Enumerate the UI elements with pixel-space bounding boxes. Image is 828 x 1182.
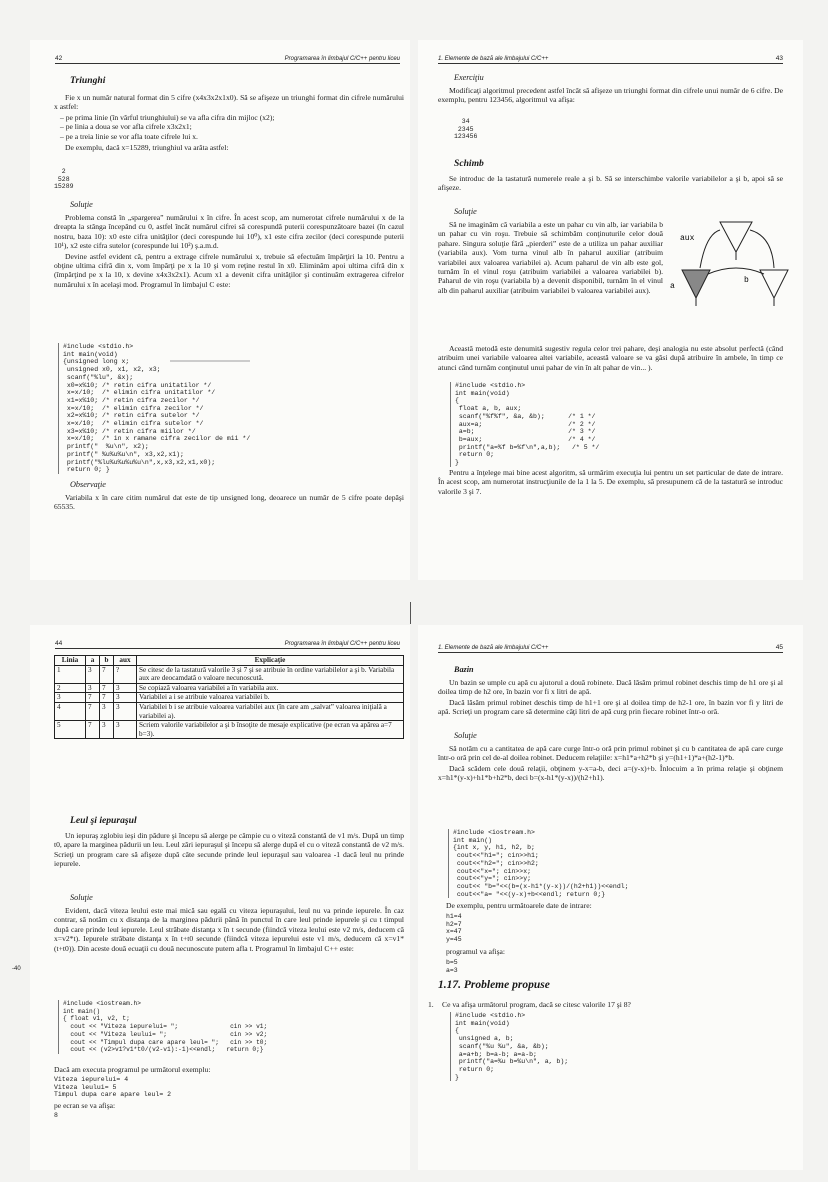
solution-title: Soluţie bbox=[454, 731, 477, 740]
screen-paragraph: pe ecran se va afişa: bbox=[54, 1101, 116, 1110]
page-divider bbox=[410, 602, 411, 624]
code-listing: #include <stdio.h> int main(void) { float a, b, aux; scanf("%f%f", &a, &b); /* 1 */ aux=a; /* 2 */ a=b; /* 3 */ b=aux; /* 4 */ printf("a=%f b=%f\n",a,b); /* 5 */ return 0; } bbox=[450, 382, 599, 467]
question-number: 1. bbox=[428, 1000, 434, 1009]
section-title: Schimb bbox=[454, 158, 484, 169]
running-title: Programarea în limbajul C/C++ pentru liceu bbox=[284, 641, 400, 647]
arrow-b-to-a bbox=[708, 268, 764, 274]
table-cell: 3 bbox=[86, 683, 100, 693]
table-cell: 7 bbox=[86, 721, 100, 739]
example-line-2 bbox=[446, 947, 776, 957]
solution-paragraph: Evident, dacă viteza leului este mai mică sau egală cu viteza iepuraşului, leul nu va prinde iepurele. În caz contrar, să notăm cu x distanţa de la marginea pădurii până în punctul în care leul prinde iepurele şi cu t timpul după care prinde leul iepurele. Leul străbate distanţa x în t secunde (fiindcă viteza leului este v2 m/s, deducem că x=v2*t). Iepurele străbate distanţa x în t+t0 secunde (fiindcă viteza iepurelui este v1 m/s, deducem că x=v1*(t+t0)). Din aceste două ecuaţii cu două necunoscute putem afla t. Programul în limbajul C++ este: bbox=[54, 906, 404, 953]
example-input: h1=4 h2=7 x=47 y=45 bbox=[446, 913, 462, 944]
page-header bbox=[55, 52, 400, 64]
example-line: De exemplu, dacă x=15289, triunghiul va arăta astfel: bbox=[65, 143, 229, 153]
example-output: 2 528 15289 bbox=[54, 168, 74, 191]
section-title: Bazin bbox=[454, 665, 474, 674]
table-cell: ? bbox=[114, 665, 137, 683]
glass-b-icon bbox=[760, 270, 788, 298]
code-listing: #include <iostream.h> int main() {int x, y, h1, h2, b; cout<<"h1="; cin>>h1; cout<<"h2="; cin>>h2; cout<<"x="; cin>>x; cout<<"y="; cin>>y; cout<< "b="<<(b=(x-h1*(y-x))/(h2+h1))<<endl; cout<<"a= "<<(y-x)+b<<endl; return 0;} bbox=[448, 829, 629, 898]
intro-text bbox=[438, 678, 783, 718]
observation-text bbox=[54, 493, 404, 513]
running-title: Programarea în limbajul C/C++ pentru liceu bbox=[284, 56, 400, 62]
intro-paragraph: Dacă lăsăm primul robinet deschis timp de h1+1 ore şi al doilea timp de h2-1 ore, în bazin vor fi y litri de apă. Scrieţi un program care să determine câţi litri de apă curg prin fiecare robinet într-o oră. bbox=[438, 697, 783, 717]
solution-title: Soluţie bbox=[454, 207, 477, 216]
intro-paragraph: Un bazin se umple cu apă cu ajutorul a două robinete. Dacă lăsăm primul robinet deschis timp de h1 ore şi al doilea timp de h2 ore, în bazin vor fi x litri de apă. bbox=[438, 678, 783, 697]
screen-line bbox=[54, 1101, 404, 1111]
col-header-line: Linia bbox=[55, 656, 86, 666]
solution-paragraph: Dacă scădem cele două relaţii, obţinem y-x=a-b, deci a=(y-x)+b. Înlocuim a în prima relaţie şi obţinem x=h1*(y-x)+h1*b+h2*b, deci b=(x-h1*(y-x))/(h2+h1). bbox=[438, 763, 783, 783]
example-output: b=5 a=3 bbox=[446, 959, 458, 974]
page-number: 45 bbox=[775, 644, 783, 651]
solution-paragraph: Să ne imaginăm că variabila a este un pahar cu vin alb, iar variabila b un pahar cu vin roşu. Trebuie să schimbăm conţinuturile celor două pahare. Singura soluţie fără „pierderi” este de a utiliza un pahar auxiliar (variabila aux). Vom turna vinul alb în paharul auxiliar (atribuim variabilei aux valoarea variabilei a). Acum paharul de vin alb este gol, turnăm în el vinul roşu (atribuim variabilei a valoarea variabilei b). Paharul de vin roşu (variabila b) a devenit disponibil, turnăm în el vinul alb din paharul auxiliar (atribuim variabilei b valoarea variabilei aux). bbox=[438, 220, 663, 295]
scan-smudge bbox=[170, 360, 250, 362]
margin-note: -40 bbox=[12, 966, 21, 972]
arrow-aux-to-b bbox=[750, 230, 774, 268]
exercise-paragraph: Modificaţi algoritmul precedent astfel încât să afişeze un triunghi format din cifrele unui număr de 6 cifre. De exemplu, pentru 123456, algoritmul va afişa: bbox=[438, 86, 783, 105]
table-cell: Se citesc de la tastatură valorile 3 şi 7 şi se atribuie în ordine variabilelor a şi b. Variabila aux are deocamdată o valoare necunoscută. bbox=[137, 665, 404, 683]
section-title: Triunghi bbox=[70, 75, 106, 86]
question-body: Ce va afişa următorul program, dacă se citesc valorile 17 şi 8? bbox=[442, 1000, 631, 1009]
solution-paragraph: Această metodă este denumită sugestiv regula celor trei pahare, deşi analogia nu este absolut perfectă (când atribuim unei variabile valoarea altei variabile, această valoare se va găsi după atribuire în ambele, în timp ce atunci când turnăm conţinutul unui pahar de vin în alt pahar de vin... ). bbox=[438, 344, 783, 372]
table-row bbox=[55, 693, 404, 703]
bullet-item: – pe linia a doua se vor afla cifrele x3x2x1; bbox=[68, 122, 404, 131]
table-row bbox=[55, 702, 404, 720]
page-43 bbox=[418, 40, 803, 580]
question-code: #include <stdio.h> int main(void) { unsigned a, b; scanf("%u %u", &a, &b); a=a+b; b=a-b; a=a-b; printf("a=%u b=%u\n", a, b); return 0; } bbox=[450, 1012, 568, 1081]
table-row bbox=[55, 721, 404, 739]
bullet-item: – pe a treia linie se vor afla toate cifrele lui x. bbox=[68, 132, 404, 141]
arrow-a-to-aux bbox=[700, 230, 720, 268]
table-row bbox=[55, 665, 404, 683]
table-row bbox=[55, 683, 404, 693]
code-listing: #include <iostream.h> int main() { float v1, v2, t; cout << "Viteza iepurelui= "; cin >> v1; cout << "Viteza leului= "; cin >> v2; cout << "Timpul dupa care apare leul= "; cin >> t0; cout << (v2>v1?v1*t0/(v2-v1):-1)<<endl; return 0;} bbox=[58, 1000, 267, 1054]
table-cell: 3 bbox=[86, 665, 100, 683]
intro-text bbox=[54, 831, 404, 870]
table-cell: 1 bbox=[55, 665, 86, 683]
table-cell: 3 bbox=[114, 683, 137, 693]
table-header-row bbox=[55, 656, 404, 666]
question-1 bbox=[428, 1000, 788, 1010]
exec-line bbox=[54, 1065, 404, 1075]
solution-title: Soluţie bbox=[70, 893, 93, 902]
observation-title: Observaţie bbox=[70, 480, 106, 489]
exec-output: Viteza iepurelui= 4 Viteza leului= 5 Timpul dupa care apare leul= 2 bbox=[54, 1076, 172, 1099]
table-cell: 7 bbox=[86, 702, 100, 720]
bullet-item: – pe prima linie (în vârful triunghiului) se va afla cifra din mijloc (x2); bbox=[68, 113, 404, 122]
exercise-text bbox=[438, 86, 783, 106]
solution-text bbox=[54, 906, 404, 954]
table-cell: 3 bbox=[114, 693, 137, 703]
running-title: 1. Elemente de bază ale limbajului C/C++ bbox=[438, 645, 549, 651]
solution-title: Soluţie bbox=[70, 200, 93, 209]
table-cell: 2 bbox=[55, 683, 86, 693]
after-code-paragraph: Pentru a înţelege mai bine acest algoritm, să urmărim execuţia lui pentru un set particular de date de intrare. În acest scop, am numerotat instrucţiunile de la 1 la 5. De exemplu, să presupunem că de la tastatură se introduc valorile 3 şi 7. bbox=[438, 468, 783, 496]
table-cell: 7 bbox=[100, 693, 114, 703]
page-header bbox=[438, 52, 783, 64]
table-cell: 3 bbox=[55, 693, 86, 703]
diagram-label-b: b bbox=[744, 276, 749, 285]
table-cell: 3 bbox=[114, 702, 137, 720]
col-header-a: a bbox=[86, 656, 100, 666]
exercise-title: Exerciţiu bbox=[454, 73, 484, 82]
table-cell: 5 bbox=[55, 721, 86, 739]
page-number: 43 bbox=[775, 55, 783, 62]
solution-paragraph: Problema constă în „spargerea” numărului x în cifre. În acest scop, am numerotat cifrele numărului x de la dreapta la stânga începând cu 0, astfel încât numărul cifrei să corespundă puterii corespunzătoare bazei (în cazul nostru, baza 10): x0 este cifra unităţilor (deci corespunde lui 10⁰), x1 este cifra zecilor (deci corespunde puterii 10¹), x2 este cifra sutelor (corespunde lui 10²) ş.a.m.d. bbox=[54, 213, 404, 251]
solution-text bbox=[54, 213, 404, 290]
code-listing: #include <stdio.h> int main(void) {unsigned long x; unsigned x0, x1, x2, x3; scanf("%lu", &x); x0=x%10; /* retin cifra unitatilor */ x=x/10; /* elimin cifra unitatilor */ x1=x%10; /* retin cifra zecilor */ x=x/10; /* elimin cifra zecilor */ x2=x%10; /* retin cifra sutelor */ x=x/10; /* elimin cifra sutelor */ x3=x%10; /* retin cifra miilor */ x=x/10; /* in x ramane cifra zecilor de mii */ printf(" %u\n", x2); printf(" %u%u%u\n", x3,x2,x1); printf("%lu%u%u%u%u\n",x,x3,x2,x1,x0); return 0; } bbox=[58, 343, 250, 474]
table-cell: Se copiază valoarea variabilei a în variabila aux. bbox=[137, 683, 404, 693]
proposed-problems-title: 1.17. Probleme propuse bbox=[438, 979, 550, 991]
table-cell: 3 bbox=[114, 721, 137, 739]
example-paragraph: De exemplu, pentru următoarele date de intrare: bbox=[446, 901, 592, 910]
schimb-paragraph: Se introduc de la tastatură numerele reale a şi b. Să se interschimbe valorile variabilelor a şi b, apoi să se afişeze. bbox=[438, 174, 783, 193]
glass-aux-icon bbox=[720, 222, 752, 252]
glass-a-icon bbox=[682, 270, 710, 298]
col-header-aux: aux bbox=[114, 656, 137, 666]
exec-paragraph: Dacă am executa programul pe următorul exemplu: bbox=[54, 1065, 211, 1074]
table-cell: 7 bbox=[100, 665, 114, 683]
solution-text bbox=[438, 744, 783, 784]
solution-text-left bbox=[438, 220, 663, 296]
question-text bbox=[428, 1000, 788, 1009]
col-header-b: b bbox=[100, 656, 114, 666]
after-code-text bbox=[438, 468, 783, 497]
bullet-list bbox=[54, 113, 404, 141]
page-header bbox=[438, 641, 783, 653]
intro-text bbox=[54, 93, 404, 153]
solution-text bbox=[438, 344, 783, 373]
table-cell: Scriem valorile variabilelor a şi b însoţite de mesaje explicative (pe ecran va apărea a=7 b=3). bbox=[137, 721, 404, 739]
observation-paragraph: Variabila x în care citim numărul dat este de tip unsigned long, deoarece un număr de 5 cifre poate depăşi 65535. bbox=[54, 493, 404, 512]
page-number: 42 bbox=[55, 55, 63, 62]
section-title: Leul şi iepuraşul bbox=[70, 815, 137, 826]
diagram-label-aux: aux bbox=[680, 234, 695, 243]
page-44 bbox=[30, 625, 410, 1170]
table-cell: 4 bbox=[55, 702, 86, 720]
page-number: 44 bbox=[55, 640, 63, 647]
page-header bbox=[55, 637, 400, 649]
three-glasses-diagram bbox=[668, 218, 798, 318]
running-title: 1. Elemente de bază ale limbajului C/C++ bbox=[438, 56, 549, 62]
solution-paragraph: Devine astfel evident că, pentru a extrage cifrele numărului x, trebuie să efectuăm împărţiri la 10. Pentru a obţine ultima cifră din x, vom împărţi pe x la 10 şi vom reţine restul în x0. Eliminăm apoi ultima cifră din x (împărţind pe x la 10, x devine x4x3x2x1). Acum x1 a devenit cifra unităţilor şi continuăm extragerea cifrelor numărului x în acelaşi mod. Programul în limbajul C este: bbox=[54, 251, 404, 289]
table-cell: 7 bbox=[86, 693, 100, 703]
intro-paragraph: Un iepuraş zglobiu ieşi din pădure şi începu să alerge pe câmpie cu o viteză constantă de v1 m/s. După un timp t0, apare la marginea pădurii un leu. Leul zări iepuraşul şi începu să alerge după el cu o viteză constantă de v2 m/s. Scrieţi un program care să afişeze după câte secunde prinde leul iepuraşul sau valoarea -1 dacă leul nu prinde iepurele. bbox=[54, 831, 404, 869]
schimb-text bbox=[438, 174, 783, 194]
example-paragraph: programul va afişa: bbox=[446, 947, 506, 956]
table-cell: 3 bbox=[100, 721, 114, 739]
table-cell: Variabilei b i se atribuie valoarea variabilei aux (în care am „salvat” valoarea iniţială a variabilei a). bbox=[137, 702, 404, 720]
example-line bbox=[446, 901, 776, 911]
trace-table bbox=[54, 655, 404, 739]
page-42 bbox=[30, 40, 410, 580]
table-cell: 7 bbox=[100, 683, 114, 693]
table-cell: Variabilei a i se atribuie valoarea variabilei b. bbox=[137, 693, 404, 703]
table-cell: 3 bbox=[100, 702, 114, 720]
solution-paragraph: Să notăm cu a cantitatea de apă care curge într-o oră prin primul robinet şi cu b cantitatea de apă care curge într-o oră prin cel de-al doilea robinet. Deducem relaţiile: x=h1*a+h2*b şi y=(h1+1)*a+(h2-1)*b. bbox=[438, 744, 783, 763]
diagram-label-a: a bbox=[670, 282, 675, 291]
screen-output: 8 bbox=[54, 1112, 58, 1119]
exercise-output: 34 2345 123456 bbox=[454, 118, 478, 141]
col-header-explanation: Explicaţie bbox=[137, 656, 404, 666]
intro-paragraph: Fie x un număr natural format din 5 cifre (x4x3x2x1x0). Să se afişeze un triunghi format din cifrele numărului x astfel: bbox=[54, 93, 404, 112]
page-45 bbox=[418, 625, 803, 1170]
